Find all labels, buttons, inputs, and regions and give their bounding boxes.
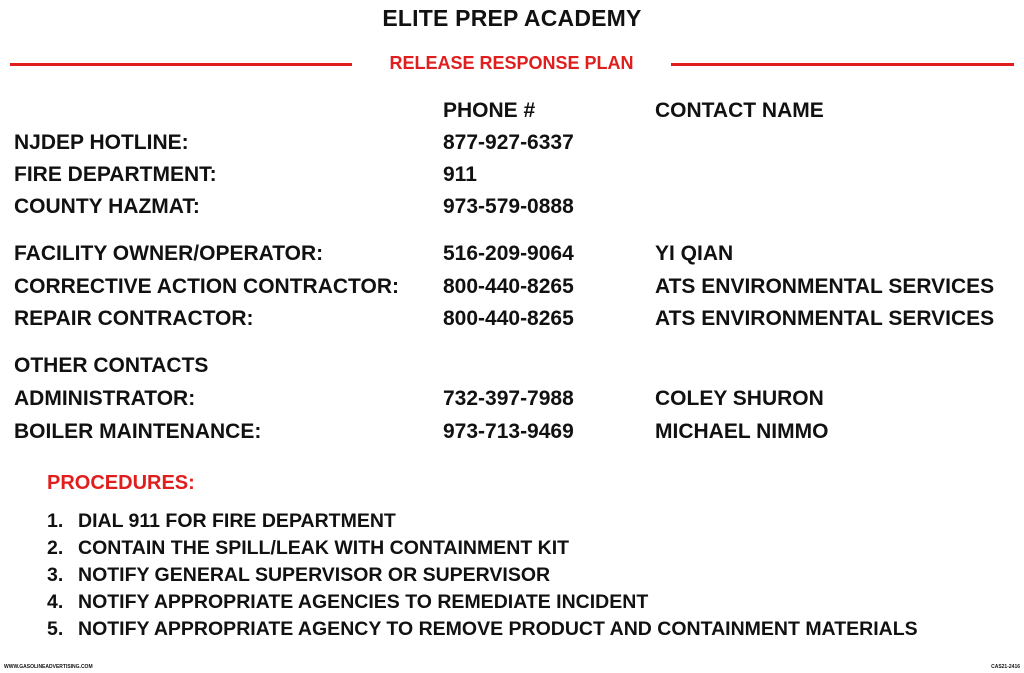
contact-label: REPAIR CONTRACTOR: bbox=[14, 307, 254, 330]
step-number: 1. bbox=[47, 510, 64, 532]
contact-label: COUNTY HAZMAT: bbox=[14, 195, 200, 218]
phone-column-header: PHONE # bbox=[443, 99, 536, 122]
right-divider bbox=[671, 63, 1014, 66]
contact-label: FIRE DEPARTMENT: bbox=[14, 163, 217, 186]
contact-column-header: CONTACT NAME bbox=[655, 99, 824, 122]
left-divider bbox=[10, 63, 352, 66]
contact-label: NJDEP HOTLINE: bbox=[14, 131, 189, 154]
step-number: 2. bbox=[47, 537, 64, 559]
contact-phone: 800-440-8265 bbox=[443, 275, 574, 298]
step-text: CONTAIN THE SPILL/LEAK WITH CONTAINMENT KIT bbox=[78, 537, 570, 559]
contact-phone: 732-397-7988 bbox=[443, 387, 574, 410]
footer-website: WWW.GASOLINEADVERTISING.COM bbox=[4, 664, 93, 670]
procedure-step bbox=[47, 564, 550, 587]
page-title: ELITE PREP ACADEMY bbox=[382, 5, 642, 31]
step-number: 3. bbox=[47, 564, 64, 586]
procedure-step bbox=[47, 510, 396, 533]
contact-name: MICHAEL NIMMO bbox=[655, 420, 829, 443]
step-number: 5. bbox=[47, 618, 64, 640]
contact-label: FACILITY OWNER/OPERATOR: bbox=[14, 242, 324, 265]
contact-phone: 973-579-0888 bbox=[443, 195, 574, 218]
contact-phone: 516-209-9064 bbox=[443, 242, 574, 265]
step-text: NOTIFY GENERAL SUPERVISOR OR SUPERVISOR bbox=[78, 564, 551, 586]
contact-label: CORRECTIVE ACTION CONTRACTOR: bbox=[14, 275, 399, 298]
contact-label: BOILER MAINTENANCE: bbox=[14, 420, 262, 443]
step-text: NOTIFY APPROPRIATE AGENCY TO REMOVE PRODUCT AND CONTAINMENT MATERIALS bbox=[78, 618, 918, 640]
contact-name: ATS ENVIRONMENTAL SERVICES bbox=[655, 275, 995, 298]
contact-phone: 800-440-8265 bbox=[443, 307, 574, 330]
contact-name: ATS ENVIRONMENTAL SERVICES bbox=[655, 307, 995, 330]
subtitle-banner bbox=[0, 52, 1024, 76]
other-contacts-heading: OTHER CONTACTS bbox=[14, 354, 209, 377]
contact-phone: 973-713-9469 bbox=[443, 420, 574, 443]
procedure-step bbox=[47, 618, 918, 641]
step-text: NOTIFY APPROPRIATE AGENCIES TO REMEDIATE INCIDENT bbox=[78, 591, 649, 613]
contact-phone: 877-927-6337 bbox=[443, 131, 574, 154]
contact-name: COLEY SHURON bbox=[655, 387, 824, 410]
step-number: 4. bbox=[47, 591, 64, 613]
page-subtitle: RELEASE RESPONSE PLAN bbox=[389, 53, 634, 73]
procedure-step bbox=[47, 591, 648, 614]
procedure-step bbox=[47, 537, 569, 560]
step-text: DIAL 911 FOR FIRE DEPARTMENT bbox=[78, 510, 396, 532]
contact-label: ADMINISTRATOR: bbox=[14, 387, 196, 410]
contact-name: YI QIAN bbox=[655, 242, 734, 265]
footer-code: CAS21-2416 bbox=[991, 664, 1020, 670]
procedures-heading: PROCEDURES: bbox=[47, 472, 195, 494]
contact-phone: 911 bbox=[443, 163, 477, 186]
